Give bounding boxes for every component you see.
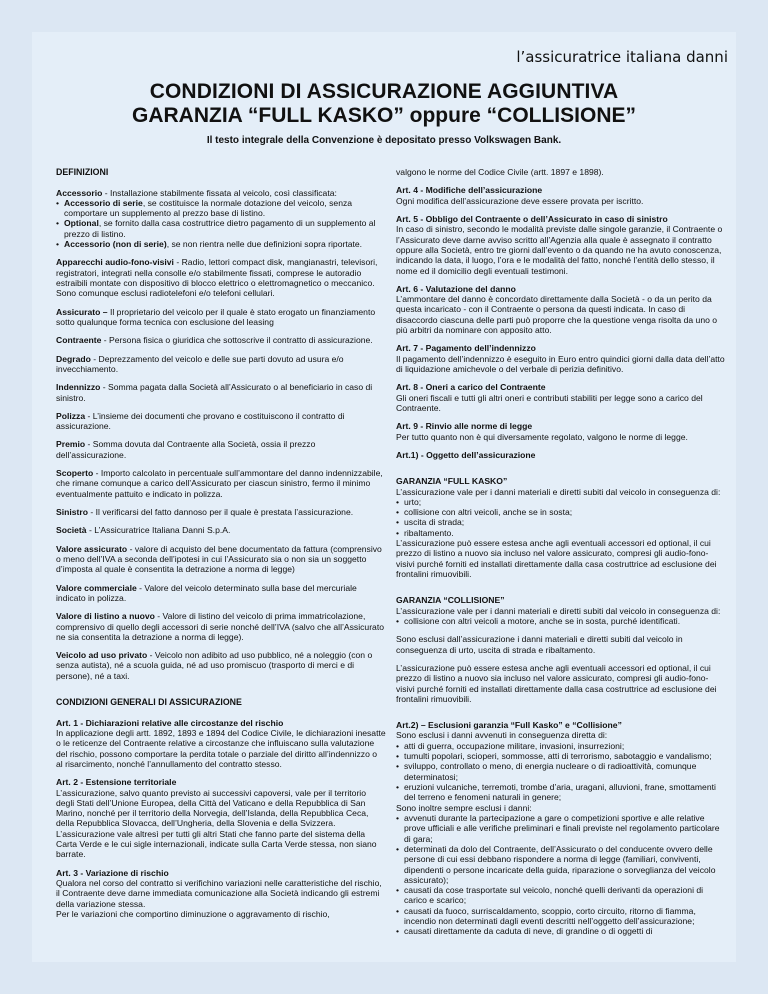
article-text: In applicazione degli artt. 1892, 1893 e 1894 del Codice Civile, le dichiarazioni inesatte o le reticenze del Contraente relative a circostanze che influiscano sulla valutazione del rischio, possono comportare la perdita totale o parziale del diritto all’indennizzo o al risarcimento, nonché l’annullamento del contratto stesso.	[56, 727, 386, 769]
definition-text: - Veicolo non adibito ad uso pubblico, né a noleggio (con o senza autista), né a scuola guida, né ad uso promiscuo (trasporto di merci e di persone), né a taxi.	[56, 650, 373, 681]
document-subtitle: Il testo integrale della Convenzione è depositato presso Volkswagen Bank.	[206, 135, 562, 146]
article-text: L’ammontare del danno è concordato direttamente dalla Società - o da un perito da questa incaricato - con il Contraente o persona da questi indicata. In caso di disaccordo ciascuna delle parti può proporre che la questione venga risolta da uno o più arbitri da nominare con apposito atto.	[396, 294, 718, 336]
article-block	[396, 421, 726, 442]
definition-item	[56, 544, 386, 575]
article-block	[56, 868, 386, 920]
definition-term: Valore commerciale	[56, 582, 137, 593]
definition-item	[56, 650, 386, 681]
list-item	[56, 198, 386, 219]
garanzia-collisione	[396, 595, 726, 626]
garanzia-title: GARANZIA “FULL KASKO”	[396, 476, 508, 487]
article-text: Sono inoltre sempre esclusi i danni:	[396, 802, 532, 813]
article-title: Art. 4 - Modifiche dell’assicurazione	[396, 185, 543, 196]
garanzia-title: GARANZIA “COLLISIONE”	[396, 595, 505, 606]
definition-text: - Radio, lettori compact disk, mangianastri, televisori, registratori, integrati nella consolle e/o stabilmente fissati, comprese le autoradio estraibili montate con dispositivo di blocco elettrico o elettromagnetico o meccanico. Sono comunque esclusi radiotelefoni e/o telefoni cellulari.	[56, 257, 378, 299]
left-column	[56, 167, 386, 927]
definition-text: - L’Assicuratrice Italiana Danni S.p.A.	[86, 525, 231, 536]
definition-item	[56, 468, 386, 499]
list-item: • collisione con altri veicoli a motore, anche se in sosta, purché identificati.	[396, 616, 726, 626]
definition-term: Indennizzo	[56, 382, 101, 393]
article-title: Art. 7 - Pagamento dell’indennizzo	[396, 343, 536, 354]
section-heading-condizioni-generali: CONDIZIONI GENERALI DI ASSICURAZIONE	[56, 697, 242, 708]
definition-term: Accessorio	[56, 187, 103, 198]
definition-text: - Importo calcolato in percentuale sull’ammontare del danno indennizzabile, che rimane comunque a carico dell’Assicurato per ciascun sinistro, fermo il minimo eventualmente pattuito e indicato in polizza.	[56, 468, 383, 499]
article-text: Il pagamento dell’indennizzo è eseguito in Euro entro quindici giorni dalla data dell’atto di liquidazione amichevole o del verbale di perizia definitivo.	[396, 353, 725, 374]
definition-item	[56, 307, 386, 328]
definition-term: Scoperto	[56, 468, 94, 479]
article-text: Sono esclusi i danni avvenuti in conseguenza diretta di:	[396, 730, 608, 741]
definition-item	[56, 439, 386, 460]
definition-term: Premio	[56, 439, 86, 450]
article-text: In caso di sinistro, secondo le modalità previste dalle singole garanzie, il Contraente o l’Assicurato deve darne avviso scritto all’Agenzia alla quale è assegnato il contratto oppure alla Società, entro tre giorni dall’evento o da quando ne ha avuto conoscenza, indicando la data, il luogo, l’ora e le modalità del fatto, nonché l’entità dello stesso, il nome ed il domicilio degli eventuali testimoni.	[396, 224, 723, 276]
definition-item	[56, 507, 386, 517]
garanzia-outro: L’assicurazione può essere estesa anche agli eventuali accessori ed optional, il cui prezzo di listino a nuovo sia incluso nel valore assicurato, compresi gli audio-fono-visivi purché forniti ed installati direttamente dalla casa costruttrice ad esclusione dei frontalini rimuovibili.	[396, 538, 717, 579]
accessorio-list	[56, 198, 386, 250]
definition-item	[56, 354, 386, 375]
article-block	[396, 450, 726, 460]
definition-text: - Valore di listino del veicolo di prima immatricolazione, comprensivo di quello degli accessori di serie nonché dell’IVA (salvo che all’Assicurato ne sia consentita la detrazione a norma di legge).	[56, 611, 385, 642]
definition-text: - Installazione stabilmente fissata al veicolo, così classificata:	[102, 187, 337, 198]
list-item: • tumulti popolari, scioperi, sommosse, atti di terrorismo, sabotaggio e vandalismo;	[396, 751, 726, 761]
garanzia-intro: L’assicurazione vale per i danni materiali e diretti subiti dal veicolo in conseguenza di:	[396, 605, 721, 616]
list-item: • avvenuti durante la partecipazione a gare o competizioni sportive e alle relative prove ufficiali e alle verifiche preliminari e finali previste nel regolamento particolare di gara;	[396, 813, 726, 844]
definition-item	[56, 411, 386, 432]
list-item-text: , se costituisce la normale dotazione del veicolo, senza comportare un supplemento al prezzo base di listino.	[64, 197, 353, 219]
document-title-line2: GARANZIA “FULL KASKO” oppure “COLLISIONE”	[132, 104, 636, 127]
article-text: L’assicurazione, salvo quanto previsto ai successivi capoversi, vale per il territorio degli Stati dell’Unione Europea, della Città del Vaticano e della Repubblica di San Marino, nonché per il territorio della Norvegia, dell’Islanda, della Repubblica Ceca, della Repubblica Slovacca, dell’Ungheria, della Slovenia e della Svizzera. L’assicurazione vale altresì per tutti gli altri Stati che fanno parte del sistema della Carta Verde e le cui sigle internazionali, indicate sulla Carta Verde stessa, non siano barrate.	[56, 787, 377, 860]
definition-term: Veicolo ad uso privato	[56, 650, 148, 661]
article-title: Art.1) - Oggetto dell’assicurazione	[396, 449, 536, 460]
definition-text: - Persona fisica o giuridica che sottoscrive il contratto di assicurazione.	[101, 335, 373, 346]
collisione-extension	[396, 663, 726, 704]
article-title: Art. 2 - Estensione territoriale	[56, 777, 177, 788]
definition-text: Il proprietario del veicolo per il quale è stato erogato un finanziamento sotto qualunque forma tecnica con esclusione del leasing	[56, 306, 376, 327]
definition-item	[56, 583, 386, 604]
definition-text: - Somma pagata dalla Società all’Assicurato o al beneficiario in caso di sinistro.	[56, 382, 373, 403]
collisione-exclusion	[396, 634, 726, 655]
article-title: Art. 3 - Variazione di rischio	[56, 867, 169, 878]
article-text: Qualora nel corso del contratto si verifichino variazioni nelle caratteristiche del rischio, il Contraente deve darne immediata comunicazione alla Società indicando gli estremi della variazione stessa.	[56, 878, 382, 909]
definition-text: - L’insieme dei documenti che provano e costituiscono il contratto di assicurazione.	[56, 410, 345, 432]
definition-text: - Valore del veicolo determinato sulla base del mercuriale indicato in polizza.	[56, 582, 357, 603]
article-block	[56, 777, 386, 860]
continued-text	[396, 167, 726, 177]
article-block	[396, 185, 726, 206]
definition-item	[56, 611, 386, 642]
article-title: Art. 8 - Oneri a carico del Contraente	[396, 382, 546, 393]
list-item: • causati da fuoco, surriscaldamento, scoppio, corto circuito, ritorno di fiamma, incendio non determinati dagli eventi descritti nell’oggetto dell’assicurazione;	[396, 906, 726, 927]
definition-item	[56, 335, 386, 345]
list-item: • uscita di strada;	[396, 517, 726, 527]
list-item: • determinati da dolo del Contraente, dell’Assicurato o del conducente ovvero delle persone di cui essi debbano rispondere a norma di legge (familiari, conviventi, dipendenti o persone incaricate della guida, riparazione o sorveglianza del veicolo assicurato);	[396, 844, 726, 885]
document-title-line1: CONDIZIONI DI ASSICURAZIONE AGGIUNTIVA	[149, 80, 619, 103]
article-text: Gli oneri fiscali e tutti gli altri oneri e contributi stabiliti per legge sono a carico del Contraente.	[396, 392, 703, 413]
definition-term: Società	[56, 525, 87, 536]
list-item	[56, 239, 386, 249]
garanzia-intro: L’assicurazione vale per i danni materiali e diretti subiti dal veicolo in conseguenza di:	[396, 486, 721, 497]
definition-term: Degrado	[56, 353, 91, 364]
article-block	[396, 214, 726, 276]
garanzia-list	[396, 497, 726, 538]
definition-term: Polizza	[56, 410, 86, 421]
list-item: • eruzioni vulcaniche, terremoti, trombe d’aria, uragani, alluvioni, frane, smottamenti del terreno e fenomeni naturali in genere;	[396, 782, 726, 803]
article-title: Art. 5 - Obbligo del Contraente o dell’Assicurato in caso di sinistro	[396, 213, 668, 224]
list-item-text: , se fornito dalla casa costruttrice dietro pagamento di un supplemento al prezzo di listino.	[64, 218, 376, 239]
article-block	[396, 343, 726, 374]
article-text: Sono esclusi dall’assicurazione i danni materiali e diretti subiti dal veicolo in conseguenza di urto, uscita di strada e ribaltamento.	[396, 634, 683, 655]
article-text: Per le variazioni che comportino diminuzione o aggravamento di rischio,	[56, 908, 330, 919]
article-title: Art. 1 - Dichiarazioni relative alle circostanze del rischio	[56, 717, 284, 728]
right-column	[396, 167, 726, 945]
definition-term: Assicurato –	[56, 306, 108, 317]
list-item: • atti di guerra, occupazione militare, invasioni, insurrezioni;	[396, 741, 726, 751]
article-block	[396, 284, 726, 336]
list-item: • causati da cose trasportate sul veicolo, nonché quelli derivanti da operazioni di carico e scarico;	[396, 885, 726, 906]
definition-term: Apparecchi audio-fono-visivi	[56, 257, 174, 268]
article-text: L’assicurazione può essere estesa anche agli eventuali accessori ed optional, il cui prezzo di listino a nuovo sia incluso nel valore assicurato, compresi gli audio-fono-visivi purché forniti ed installati direttamente dalla casa costruttrice ad esclusione dei frontalini rimuovibili.	[396, 662, 717, 704]
definition-text: - Il verificarsi del fatto dannoso per il quale è prestata l’assicurazione.	[88, 507, 354, 518]
list-item: • causati direttamente da caduta di neve, di grandine o di oggetti di	[396, 926, 726, 936]
definition-term: Contraente	[56, 335, 102, 346]
definition-item	[56, 525, 386, 535]
garanzia-list	[396, 616, 726, 626]
list-item-term: Accessorio di serie	[64, 197, 143, 208]
list-item-text: , se non rientra nelle due definizioni sopra riportate.	[166, 239, 363, 250]
list-item-term: Accessorio (non di serie)	[64, 239, 167, 250]
document-page	[32, 32, 736, 962]
brand-tagline: l’assicuratrice italiana danni	[516, 48, 728, 66]
definition-accessorio	[56, 188, 386, 250]
article-title: Art.2) – Esclusioni garanzia “Full Kasko” e “Collisione”	[396, 720, 622, 731]
definition-item	[56, 382, 386, 403]
article-title: Art. 6 - Valutazione del danno	[396, 283, 516, 294]
list-item: • urto;	[396, 497, 726, 507]
article-title: Art. 9 - Rinvio alle norme di legge	[396, 421, 533, 432]
definition-text: - valore di acquisto del bene documentato da fattura (comprensivo o meno dell’IVA a seconda dell’ipotesi in cui l’Assicurato sia o non sia un soggetto d’imposta al quale è consentita la detrazione a norma di legge)	[56, 543, 382, 575]
definition-term: Valore assicurato	[56, 543, 128, 554]
article-block	[56, 718, 386, 770]
list-item: • ribaltamento.	[396, 528, 726, 538]
article-text: Ogni modifica dell’assicurazione deve essere provata per iscritto.	[396, 195, 644, 206]
list-item: • collisione con altri veicoli, anche se in sosta;	[396, 507, 726, 517]
list-item	[56, 218, 386, 239]
article-text: Per tutto quanto non è qui diversamente regolato, valgono le norme di legge.	[396, 431, 688, 442]
definition-term: Valore di listino a nuovo	[56, 611, 155, 622]
article-block	[396, 382, 726, 413]
article-esclusioni	[396, 720, 726, 937]
exclusion-list	[396, 813, 726, 937]
garanzia-full-kasko	[396, 476, 726, 579]
definition-text: - Deprezzamento del veicolo e delle sue parti dovuto ad usura e/o invecchiamento.	[56, 353, 344, 374]
definition-text: - Somma dovuta dal Contraente alla Società, ossia il prezzo dell’assicurazione.	[56, 439, 316, 460]
list-item-term: Optional	[64, 218, 99, 229]
article-text: valgono le norme del Codice Civile (artt. 1897 e 1898).	[396, 167, 604, 177]
exclusion-list	[396, 741, 726, 803]
section-heading-definizioni: DEFINIZIONI	[56, 167, 109, 177]
definition-term: Sinistro	[56, 507, 88, 518]
list-item: • sviluppo, controllato o meno, di energia nucleare o di radioattività, comunque determinatosi;	[396, 761, 726, 782]
definition-item	[56, 257, 386, 298]
